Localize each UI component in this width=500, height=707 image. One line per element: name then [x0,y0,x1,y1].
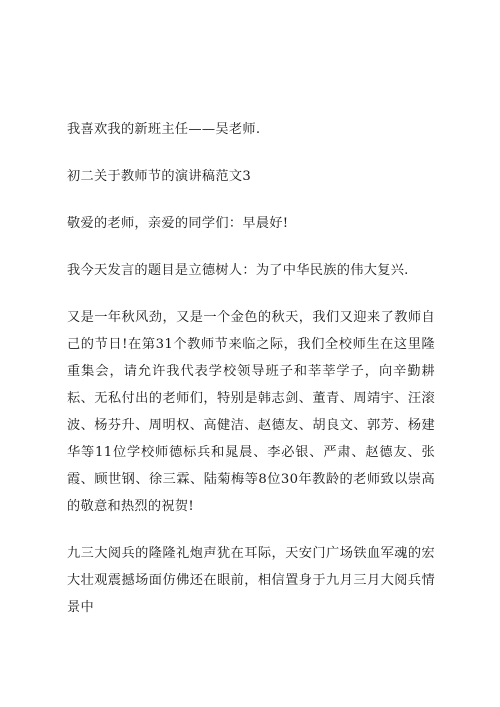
speech-body-paragraph-continued: 九三大阅兵的隆隆礼炮声犹在耳际，天安门广场铁血军魂的宏大壮观震撼场面仿佛还在眼前，相信置身于九月三月大阅兵情景中 [67,546,435,615]
paragraph-teacher-intro: 我喜欢我的新班主任——吴老师. [67,122,261,137]
speech-topic: 我今天发言的题目是立德树人：为了中华民族的伟大复兴. [67,263,409,278]
speech-title: 初二关于教师节的演讲稿范文3 [67,169,252,184]
document-body [67,116,435,621]
speech-greeting: 敬爱的老师，亲爱的同学们：早晨好! [67,216,289,231]
speech-body-paragraph: 又是一年秋风劲，又是一个金色的秋天，我们又迎来了教师自己的节日!在第31个教师节来临之际，我们全校师生在这里隆重集会，请允许我代表学校领导班子和莘莘学子，向辛勤耕耘、无私付出的老师们，特别是韩志剑、董青、周靖宇、汪滚波、杨芬升、周明权、高健洁、赵德友、胡良文、郭芳、杨建华等11位学校师德标兵和晁晨、李必银、严肃、赵德友、张霞、顾世钢、徐三霖、陆菊梅等8位30年教龄的老师致以崇高的敬意和热烈的祝贺! [67,310,435,514]
